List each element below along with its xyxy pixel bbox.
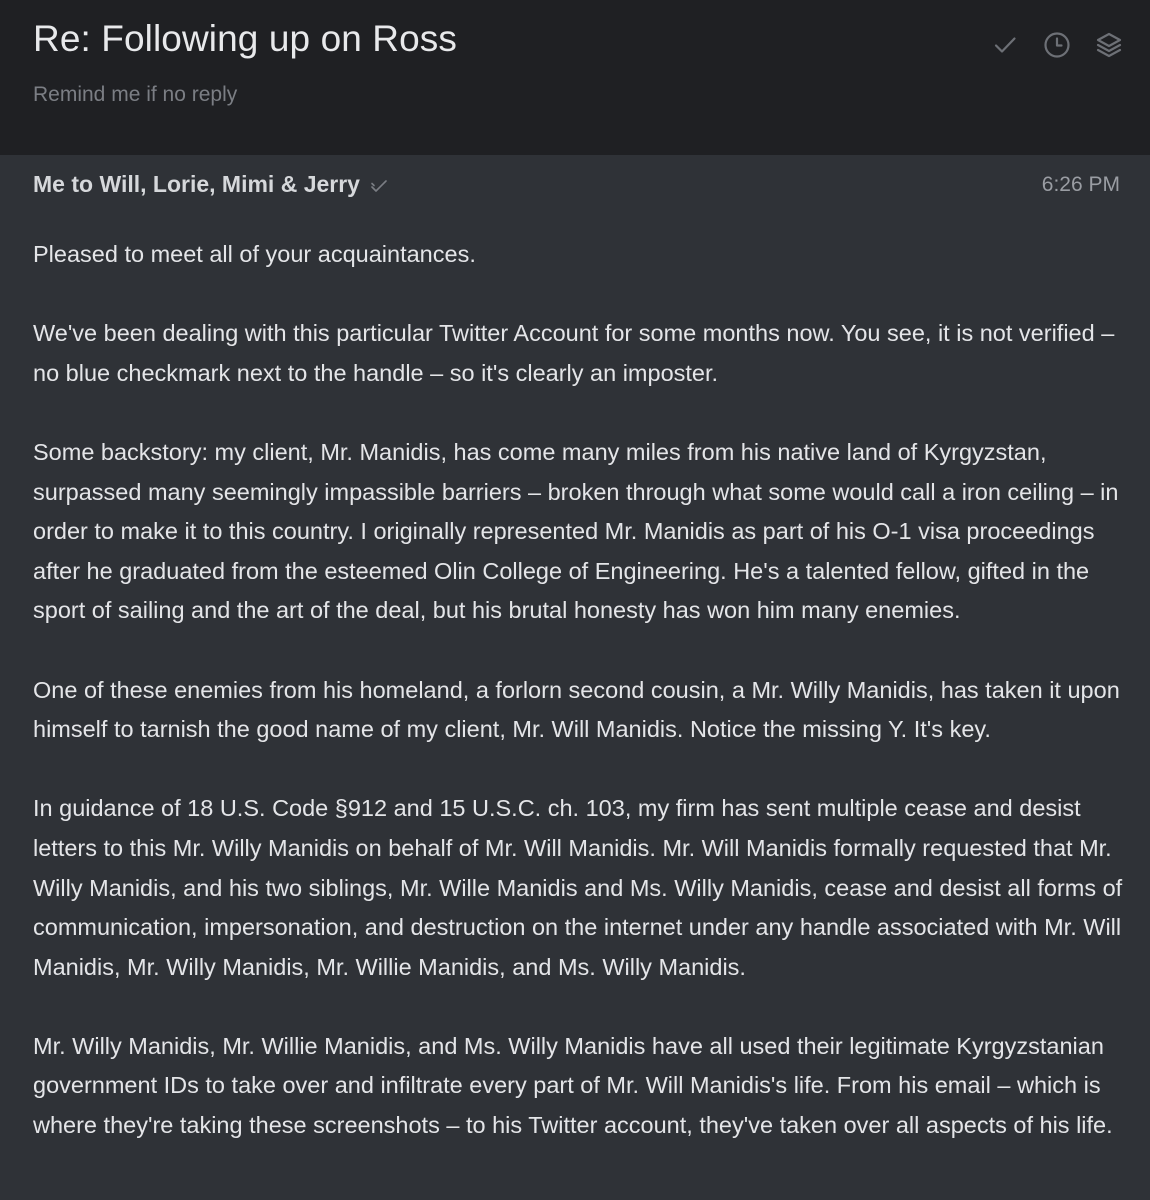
clock-icon[interactable] <box>1042 30 1072 60</box>
participants-label: Me to Will, Lorie, Mimi & Jerry <box>33 171 360 197</box>
message-participants <box>33 171 388 198</box>
body-paragraph: Pleased to meet all of your acquaintances. <box>33 241 476 267</box>
body-paragraph: In guidance of 18 U.S. Code §912 and 15 U.S.C. ch. 103, my firm has sent multiple cease and desist letters to this Mr. Willy Manidis on behalf of Mr. Will Manidis. Mr. Will Manidis formally requested that Mr. Willy Manidis, and his two siblings, Mr. Wille Manidis and Ms. Willy Manidis, cease and desist all forms of communication, impersonation, and destruction on the internet under any handle associated with Mr. Will Manidis, Mr. Willy Manidis, Mr. Willie Manidis, and Ms. Willy Manidis. <box>33 795 1123 980</box>
body-paragraph: Mr. Willy Manidis, Mr. Willie Manidis, and Ms. Willy Manidis have all used their legitimate Kyrgyzstanian government IDs to take over and infiltrate every part of Mr. Will Manidis's life. From his email – which is where they're taking these screenshots – to his Twitter account, they've taken over all aspects of his life. <box>33 1032 1113 1139</box>
email-subject: Re: Following up on Ross <box>33 18 457 59</box>
message-header[interactable] <box>33 171 1120 201</box>
layers-icon[interactable] <box>1094 30 1124 60</box>
thread-header <box>0 0 1150 155</box>
remind-if-no-reply-button[interactable]: Remind me if no reply <box>33 83 238 106</box>
message-body <box>33 235 1128 1185</box>
sent-check-icon <box>370 178 388 194</box>
message-time: 6:26 PM <box>1041 173 1120 196</box>
message-pane <box>0 155 1150 1200</box>
body-paragraph: Some backstory: my client, Mr. Manidis, has come many miles from his native land of Kyrgyzstan, surpassed many seemingly impassible barriers – broken through what some would call a iron ceiling – in order to make it to this country. I originally represented Mr. Manidis as part of his O-1 visa proceedings after he graduated from the esteemed Olin College of Engineering. He's a talented fellow, gifted in the sport of sailing and the art of the deal, but his brutal honesty has won him many enemies. <box>33 438 1119 624</box>
body-paragraph: One of these enemies from his homeland, a forlorn second cousin, a Mr. Willy Manidis, has taken it upon himself to tarnish the good name of my client, Mr. Will Manidis. Notice the missing Y. It's key. <box>33 676 1120 743</box>
checkmark-icon[interactable] <box>990 30 1020 60</box>
body-paragraph: We've been dealing with this particular Twitter Account for some months now. You see, it is not verified – no blue checkmark next to the handle – so it's clearly an imposter. <box>33 320 1115 386</box>
